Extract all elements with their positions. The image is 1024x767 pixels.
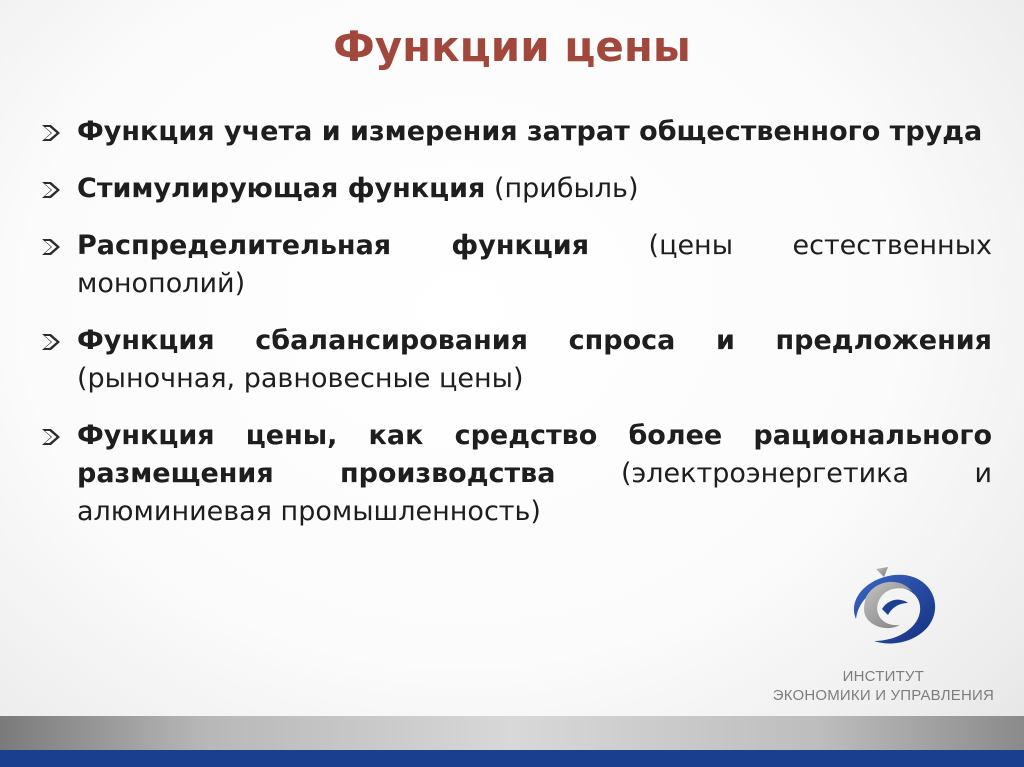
bullet-bold-text: Распределительная функция	[77, 230, 590, 261]
bullet-bold-text: Функция сбалансирования спроса и предложения	[77, 325, 992, 356]
bullet-bold-text: Функция цены, как средство более рационального размещения производства	[77, 420, 992, 489]
bullet-text: (цены естественных монополий)	[77, 230, 992, 299]
bullet-item	[40, 417, 992, 531]
bullet-text: (рыночная, равновесные цены)	[77, 363, 524, 394]
institute-logo-icon	[838, 563, 942, 653]
logo-line-1: ИНСТИТУТ	[842, 668, 925, 685]
arrow-bullet-icon	[40, 237, 62, 257]
arrow-bullet-icon	[40, 427, 62, 447]
arrow-bullet-icon	[40, 180, 62, 200]
footer-blue-band	[0, 750, 1024, 767]
bullet-item	[40, 227, 992, 303]
arrow-bullet-icon	[40, 332, 62, 352]
bullet-text: (прибыль)	[485, 173, 639, 204]
slide-title: Функции цены	[333, 22, 691, 71]
bullet-text: (электроэнергетика и алюминиевая промышленность)	[77, 458, 993, 527]
bullet-list	[40, 113, 992, 550]
bullet-item	[40, 170, 992, 208]
arrow-bullet-icon	[40, 123, 62, 143]
logo-line-2: ЭКОНОМИКИ И УПРАВЛЕНИЯ	[772, 687, 994, 704]
bullet-bold-text: Стимулирующая функция	[77, 173, 486, 204]
bullet-item	[40, 322, 992, 398]
institute-logo-text	[773, 667, 994, 705]
bullet-bold-text: Функция учета и измерения затрат общественного труда	[77, 116, 983, 147]
bullet-item	[40, 113, 992, 151]
footer-gray-band	[0, 716, 1024, 750]
